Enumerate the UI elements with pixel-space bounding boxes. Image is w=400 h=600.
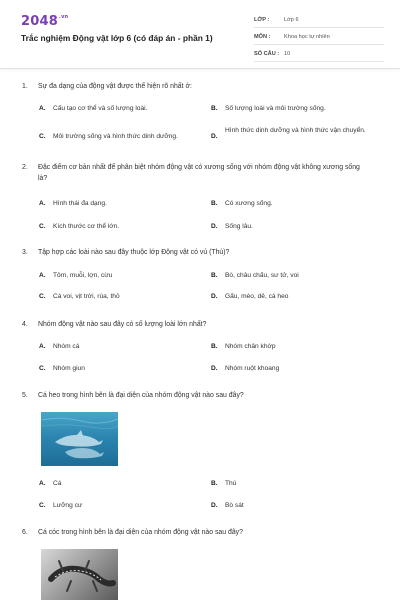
quiz-meta	[254, 13, 384, 64]
page-header	[0, 0, 400, 69]
option-text: Gấu, mèo, dê, cá heo	[225, 293, 289, 300]
option-text: Hình thái đa dạng.	[53, 200, 107, 207]
option-letter: D.	[211, 133, 218, 140]
option-letter: D.	[211, 365, 218, 372]
meta-value: 10	[284, 51, 291, 57]
question-number: 4.	[22, 321, 28, 328]
option-letter: D.	[211, 223, 218, 230]
option-letter: C.	[39, 365, 46, 372]
question-text: Cá cóc trong hình bên là đại diện của nhóm động vật nào sau đây?	[38, 529, 243, 536]
option-text: Kích thước cơ thể lớn.	[53, 223, 120, 230]
question-number: 6.	[22, 529, 28, 536]
meta-row-class	[254, 13, 384, 28]
option-letter: B.	[211, 200, 218, 207]
option-letter: B.	[211, 272, 218, 279]
option-text: Nhóm giun	[53, 365, 85, 372]
meta-key: MÔN :	[254, 34, 271, 40]
question-text: Nhóm động vật nào sau đây có số lượng loài lớn nhất?	[38, 321, 207, 328]
option-text: Nhóm chân khớp	[225, 343, 276, 350]
dolphin-image	[41, 412, 118, 466]
option-letter: A.	[39, 480, 46, 487]
option-text: Bò, châu chấu, sư tử, voi	[225, 272, 299, 279]
option-letter: A.	[39, 343, 46, 350]
option-letter: C.	[39, 223, 46, 230]
meta-key: LỚP :	[254, 17, 270, 23]
option-letter: D.	[211, 293, 218, 300]
option-text: Môi trường sống và hình thức dinh dưỡng.	[53, 133, 178, 140]
option-text: Nhóm cá	[53, 343, 80, 350]
option-text: Lưỡng cư	[53, 502, 83, 509]
option-text: Tôm, muỗi, lợn, cừu	[53, 272, 113, 279]
option-text: Có xương sống.	[225, 200, 273, 207]
option-letter: A.	[39, 272, 46, 279]
option-letter: C.	[39, 133, 46, 140]
option-text: Sống lâu.	[225, 223, 253, 230]
newt-image	[41, 549, 118, 600]
option-text: Nhóm ruột khoang	[225, 365, 280, 372]
newt-illustration	[41, 549, 118, 600]
site-logo[interactable]	[21, 14, 68, 29]
question-number: 1.	[22, 83, 28, 90]
logo-text: 2048	[21, 14, 58, 29]
page-title: Trắc nghiệm Động vật lớp 6 (có đáp án - phần 1)	[21, 33, 213, 43]
option-text: Cấu tạo cơ thể và số lượng loài.	[53, 105, 148, 112]
logo-suffix: .vn	[58, 14, 69, 20]
question-text: Sự đa dạng của động vật được thể hiện rõ nhất ở:	[38, 83, 192, 90]
option-letter: C.	[39, 502, 46, 509]
option-letter: C.	[39, 293, 46, 300]
option-letter: B.	[211, 480, 218, 487]
question-text: Đặc điểm cơ bản nhất để phân biệt nhóm động vật có xương sống với nhóm động vật không xương sống là?	[38, 164, 360, 182]
option-letter: A.	[39, 105, 46, 112]
meta-row-count	[254, 47, 384, 62]
meta-key: SỐ CÂU :	[254, 51, 280, 57]
option-text: Hình thức dinh dưỡng và hình thức vận chuyển.	[225, 127, 366, 134]
option-letter: B.	[211, 343, 218, 350]
question-number: 2.	[22, 164, 28, 171]
meta-value: Khoa học tự nhiên	[284, 34, 330, 40]
option-text: Bò sát	[225, 502, 244, 509]
option-text: Số lượng loài và môi trường sống.	[225, 105, 326, 112]
option-text: Cá	[53, 480, 62, 487]
question-number: 5.	[22, 392, 28, 399]
dolphin-illustration	[41, 412, 118, 466]
option-text: Thú	[225, 480, 237, 487]
question-text: Tập hợp các loài nào sau đây thuộc lớp Động vật có vú (Thú)?	[38, 249, 230, 256]
option-letter: A.	[39, 200, 46, 207]
option-letter: D.	[211, 502, 218, 509]
question-text: Cá heo trong hình bên là đại diện của nhóm động vật nào sau đây?	[38, 392, 244, 399]
option-text: Cá voi, vịt trời, rùa, thỏ	[53, 293, 120, 300]
option-letter: B.	[211, 105, 218, 112]
question-number: 3.	[22, 249, 28, 256]
meta-value: Lớp 6	[284, 17, 299, 23]
meta-row-subject	[254, 30, 384, 45]
